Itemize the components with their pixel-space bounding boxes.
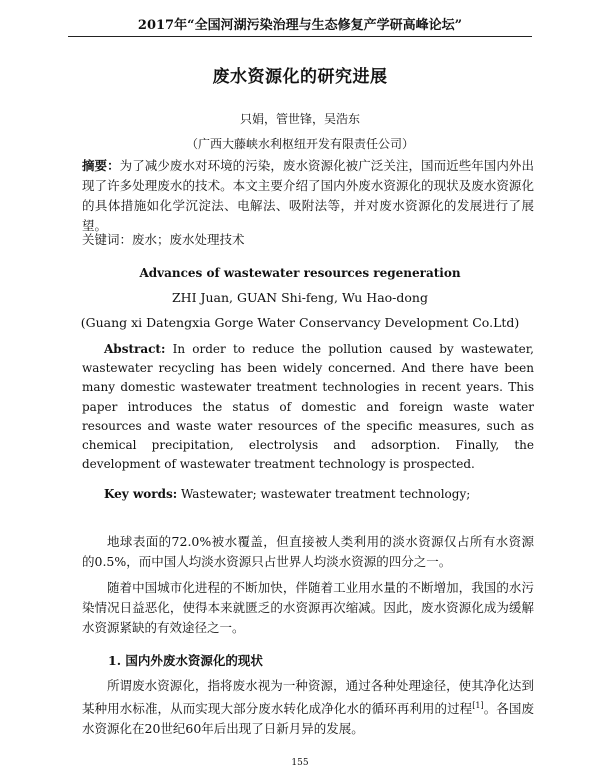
page-number: 155: [291, 758, 309, 768]
paragraph-3-tail: 。各国废水资源化在20世纪60年后出现了日新月异的发展。: [82, 701, 534, 737]
citation-ref: [1]: [472, 701, 484, 710]
english-keywords: [82, 484, 534, 504]
keywords-text: 废水；废水处理技术: [132, 232, 245, 247]
english-abstract-label: Abstract:: [104, 342, 166, 356]
english-keywords-label: Key words:: [104, 487, 178, 501]
paper-affiliation: （广西大藤峡水利枢纽开发有限责任公司）: [185, 137, 414, 151]
chinese-abstract: [82, 156, 534, 236]
chinese-keywords: [82, 230, 534, 250]
body-paragraph-3: [82, 676, 534, 739]
paper-title: 废水资源化的研究进展: [212, 67, 388, 87]
paragraph-3-text: 所谓废水资源化，指将废水视为一种资源，通过各种处理途径，使其净化达到某种用水标准，从而实现大部分废水转化成净化水的循环再利用的过程: [82, 678, 534, 717]
abstract-text: 为了减少废水对环境的污染，废水资源化被广泛关注，国而近些年国内外出现了许多处理废水的技术。本文主要介绍了国内外废水资源化的现状及废水资源化的具体措施如化学沉淀法、电解法、吸附法等，并对废水资源化的发展进行了展望。: [82, 158, 534, 233]
section-heading-1: 1. 国内外废水资源化的现状: [108, 653, 263, 668]
body-paragraph-1: 地球表面的72.0%被水覆盖，但直接被人类利用的淡水资源仅占所有水资源的0.5%，而中国人均淡水资源只占世界人均淡水资源的四分之一。: [82, 534, 534, 569]
paper-authors: 只娟，管世锋，吴浩东: [239, 112, 360, 126]
body-paragraph-2: 随着中国城市化进程的不断加快，伴随着工业用水量的不断增加，我国的水污染情况日益恶化，使得本来就匮乏的水资源再次缩减。因此，废水资源化成为缓解水资源紧缺的有效途径之一。: [82, 580, 534, 635]
english-affiliation: (Guang xi Datengxia Gorge Water Conservancy Development Co.Ltd): [80, 315, 520, 330]
english-title: Advances of wastewater resources regeneration: [139, 266, 461, 280]
english-keywords-text: Wastewater; wastewater treatment technology;: [181, 487, 471, 501]
header-rule: [68, 36, 532, 37]
english-authors: ZHI Juan, GUAN Shi-feng, Wu Hao-dong: [172, 290, 428, 305]
english-abstract-text: In order to reduce the pollution caused by wastewater, wastewater recycling has been widely concerned. And there have been many domestic wastewater treatment technologies in recent years. This paper introduces the status of domestic and foreign waste water resources and waste water resources of the specific measures, such as chemical precipitation, electrolysis and adsorption. Finally, the development of wastewater treatment technology is prospected.: [82, 342, 534, 472]
english-abstract: [82, 340, 534, 474]
keywords-label: 关键词：: [82, 232, 133, 247]
running-header: 2017年“全国河湖污染治理与生态修复产学研高峰论坛”: [137, 18, 463, 33]
abstract-label: 摘要：: [82, 158, 120, 173]
